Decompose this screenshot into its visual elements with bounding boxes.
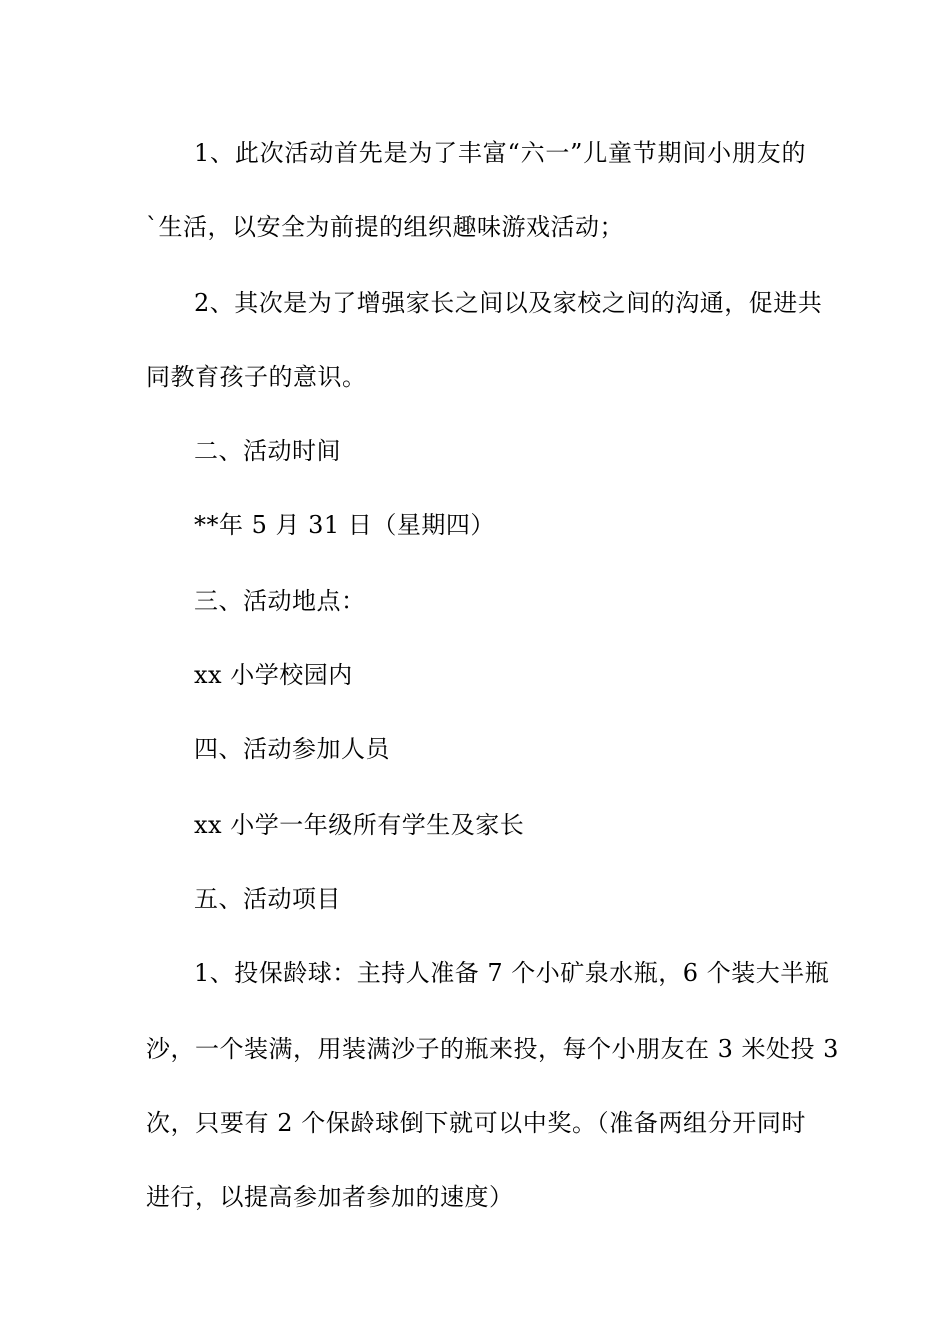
paragraph-1-line-1: 1、此次活动首先是为了丰富“六一”儿童节期间小朋友的 xyxy=(194,139,806,167)
paragraph-2-line-1: 2、其次是为了增强家长之间以及家校之间的沟通，促进共 xyxy=(194,289,823,317)
section-heading-items: 五、活动项目 xyxy=(194,885,341,913)
paragraph-2-line-2: 同教育孩子的意识。 xyxy=(146,363,367,391)
item-1-line-2: 沙，一个装满，用装满沙子的瓶来投，每个小朋友在 3 米处投 3 xyxy=(146,1035,839,1063)
activity-location: xx 小学校园内 xyxy=(194,661,353,689)
paragraph-1-line-2: `生活，以安全为前提的组织趣味游戏活动； xyxy=(146,213,624,241)
section-heading-time: 二、活动时间 xyxy=(194,437,341,465)
section-heading-location: 三、活动地点： xyxy=(194,587,366,615)
section-heading-participants: 四、活动参加人员 xyxy=(194,735,390,763)
activity-participants: xx 小学一年级所有学生及家长 xyxy=(194,811,525,839)
item-1-line-3: 次，只要有 2 个保龄球倒下就可以中奖。（准备两组分开同时 xyxy=(146,1109,806,1137)
item-1-line-1: 1、投保龄球：主持人准备 7 个小矿泉水瓶，6 个装大半瓶 xyxy=(194,959,830,987)
activity-date: **年 5 月 31 日（星期四） xyxy=(194,511,495,539)
item-1-line-4: 进行，以提高参加者参加的速度） xyxy=(146,1183,514,1211)
